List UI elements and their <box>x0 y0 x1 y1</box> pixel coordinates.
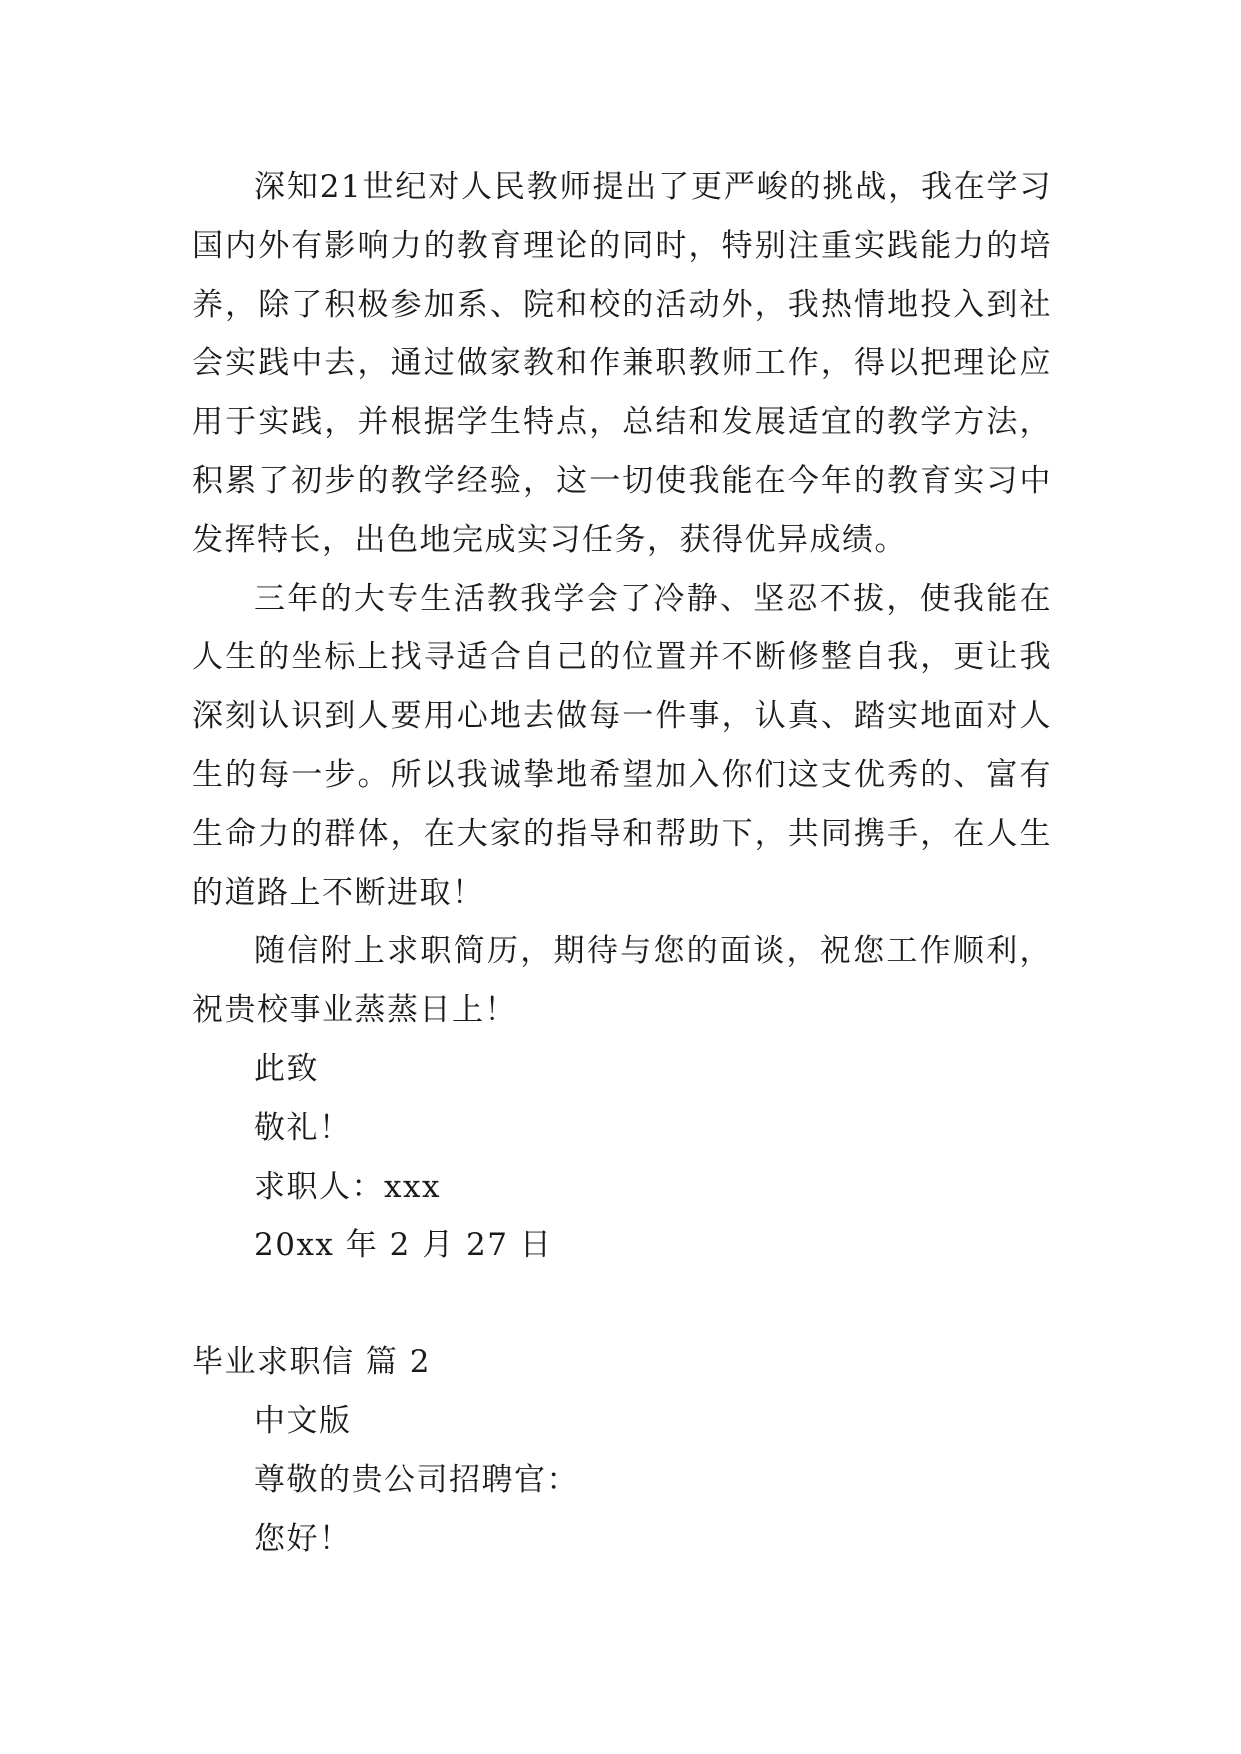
paragraph-practice: 深知21世纪对人民教师提出了更严峻的挑战，我在学习国内外有影响力的教育理论的同时，特别注重实践能力的培养，除了积极参加系、院和校的活动外，我热情地投入到社会实践中去，通过做家教和作兼职教师工作，得以把理论应用于实践，并根据学生特点，总结和发展适宜的教学方法，积累了初步的教学经验，这一切使我能在今年的教育实习中发挥特长，出色地完成实习任务，获得优异成绩。 <box>192 169 1052 558</box>
signature-line: 求职人：xxx <box>254 1168 441 1205</box>
paragraph-attachment: 随信附上求职简历，期待与您的面谈，祝您工作顺利，祝贵校事业蒸蒸日上！ <box>192 933 1052 1029</box>
date-line: 20xx 年 2 月 27 日 <box>254 1227 553 1264</box>
recipient-line: 尊敬的贵公司招聘官： <box>254 1461 579 1498</box>
section-heading: 毕业求职信 篇 2 <box>192 1344 431 1381</box>
paragraph-college-life: 三年的大专生活教我学会了冷静、坚忍不拔，使我能在人生的坐标上找寻适合自己的位置并不断修整自我，更让我深刻认识到人要用心地去做每一件事，认真、踏实地面对人生的每一步。所以我诚挚地希望加入你们这支优秀的、富有生命力的群体，在大家的指导和帮助下，共同携手，在人生的道路上不断进取！ <box>192 580 1052 911</box>
salute-line: 敬礼！ <box>254 1109 352 1146</box>
greeting-line: 您好！ <box>254 1520 352 1557</box>
closing-line: 此致 <box>254 1050 319 1087</box>
letter-body <box>192 158 1052 1568</box>
version-label: 中文版 <box>254 1402 352 1439</box>
